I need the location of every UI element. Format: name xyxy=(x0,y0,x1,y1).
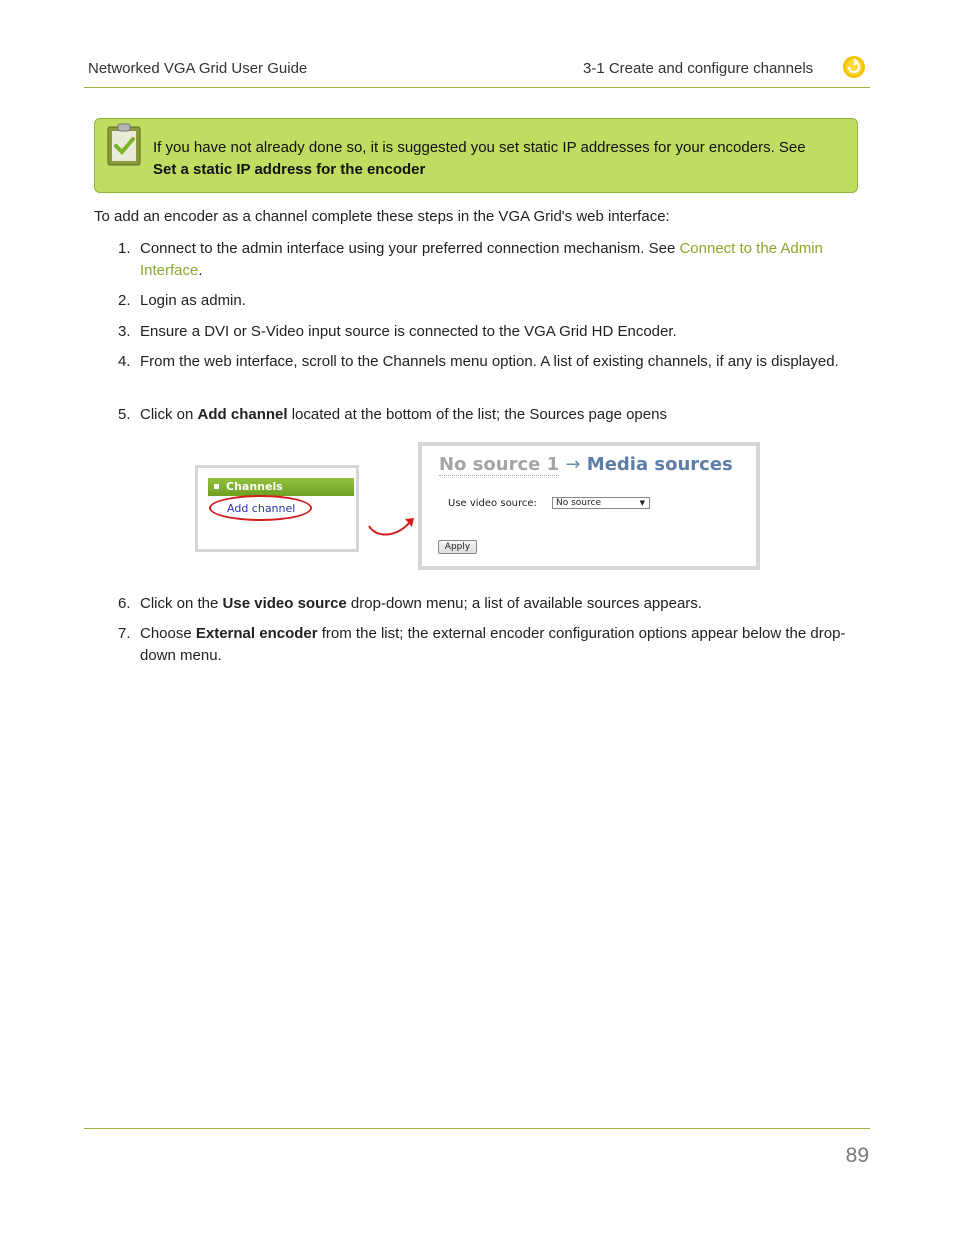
header-divider xyxy=(84,87,870,88)
channels-menu-screenshot xyxy=(195,465,359,552)
step-text: From the web interface, scroll to the Channels menu option. A list of existing channels, if any is displayed. xyxy=(140,353,839,370)
guide-title: Networked VGA Grid User Guide xyxy=(88,60,308,77)
note-callout xyxy=(94,118,858,193)
apply-button[interactable]: Apply xyxy=(438,540,477,554)
step-number: 3. xyxy=(118,323,131,340)
video-source-value: No source xyxy=(556,498,601,508)
dropdown-caret-icon: ▼ xyxy=(639,499,645,507)
epiphan-logo-icon xyxy=(842,55,866,79)
step-bold: Add channel xyxy=(197,406,288,423)
step-number: 5. xyxy=(118,406,131,423)
step-number: 2. xyxy=(118,292,131,309)
section-title: 3-1 Create and configure channels xyxy=(583,60,814,77)
note-text xyxy=(153,137,843,181)
step-number: 7. xyxy=(118,625,131,642)
highlight-oval xyxy=(209,495,312,521)
step-text: Login as admin. xyxy=(140,292,246,309)
link-connect-admin[interactable]: Connect to the Admin Interface xyxy=(140,240,823,279)
step-bold: Use video source xyxy=(222,595,347,612)
media-sources-heading: Media sources xyxy=(586,454,733,475)
channels-menu-label: Channels xyxy=(226,480,283,493)
note-body: If you have not already done so, it is suggested you set static IP addresses for your encoders. See xyxy=(153,139,806,156)
step-text-end: . xyxy=(198,262,203,279)
page-number: 89 xyxy=(845,1144,869,1167)
step-text: Connect to the admin interface using your preferred connection mechanism. See xyxy=(140,240,680,257)
step-number: 1. xyxy=(118,240,131,257)
curved-arrow-icon xyxy=(366,514,418,540)
step-text: Click on xyxy=(140,406,198,423)
step-number: 4. xyxy=(118,353,131,370)
note-link-static-ip[interactable]: Set a static IP address for the encoder xyxy=(153,161,426,178)
clipboard-check-icon xyxy=(106,122,142,166)
media-sources-title xyxy=(439,454,733,475)
step-text: Ensure a DVI or S-Video input source is connected to the VGA Grid HD Encoder. xyxy=(140,323,677,340)
footer-divider xyxy=(84,1128,870,1129)
step-text: Click on the xyxy=(140,595,223,612)
media-sources-screenshot xyxy=(418,442,760,570)
step-number: 6. xyxy=(118,595,131,612)
video-source-label: Use video source: xyxy=(448,498,537,509)
add-channel-link[interactable]: Add channel xyxy=(227,502,296,515)
step-text: Choose xyxy=(140,625,196,642)
bullet-icon xyxy=(214,484,219,489)
step-bold: External encoder xyxy=(195,625,318,642)
channels-menu-header xyxy=(208,478,354,496)
video-source-select[interactable] xyxy=(552,497,650,509)
intro-paragraph: To add an encoder as a channel complete these steps in the VGA Grid's web interface: xyxy=(94,208,670,225)
step-text-end: from the list; the external encoder configuration options appear below the drop-down menu. xyxy=(140,625,846,664)
source-name-link[interactable]: No source 1 xyxy=(439,454,560,475)
breadcrumb-arrow: → xyxy=(565,454,581,475)
step-text-end: drop-down menu; a list of available sources appears. xyxy=(346,595,702,612)
step-text-end: located at the bottom of the list; the Sources page opens xyxy=(287,406,667,423)
